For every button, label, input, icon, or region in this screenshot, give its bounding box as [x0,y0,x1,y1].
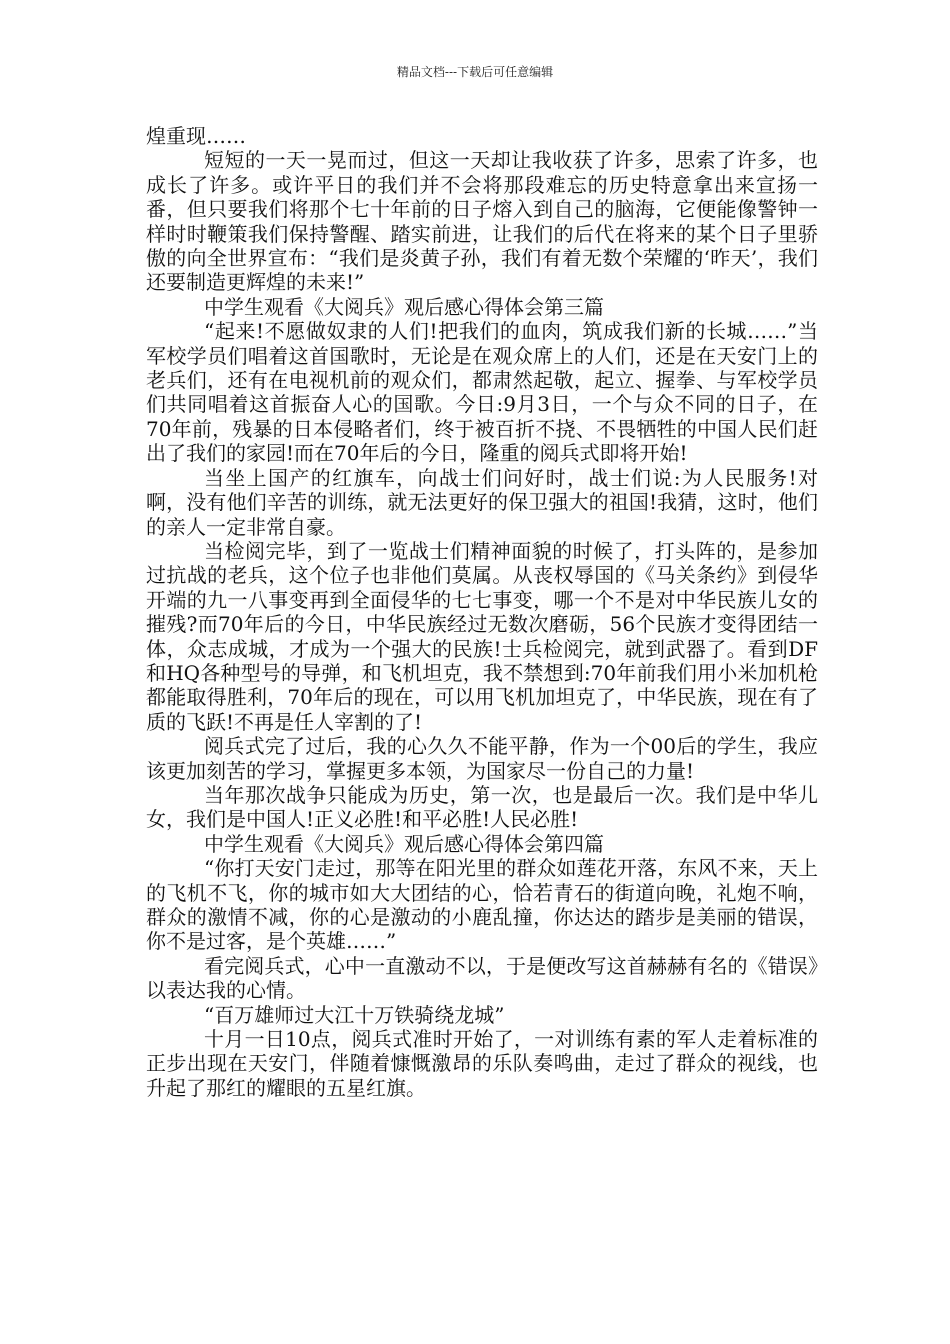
paragraph: 短短的一天一晃而过，但这一天却让我收获了许多，思索了许多，也成长了许多。或许平日的我们并不会将那段难忘的历史特意拿出来宣扬一番，但只要我们将那个七十年前的日子熔入到自己的脑海，它便能像警钟一样时时鞭策我们保持警醒、踏实前进，让我们的后代在将来的某个日子里骄傲的向全世界宣布：“我们是炎黄子孙，我们有着无数个荣耀的‘昨天’，我们还要制造更辉煌的未来!” [146,148,818,295]
paragraph: 当坐上国产的红旗车，向战士们问好时，战士们说:为人民服务!对啊，没有他们辛苦的训练，就无法更好的保卫强大的祖国!我猜，这时，他们的亲人一定非常自豪。 [146,465,818,539]
paragraph: 当年那次战争只能成为历史，第一次，也是最后一次。我们是中华儿女，我们是中国人!正义必胜!和平必胜!人民必胜! [146,782,818,832]
paragraph: “起来!不愿做奴隶的人们!把我们的血肉，筑成我们新的长城……”当军校学员们唱着这首国歌时，无论是在观众席上的人们，还是在天安门上的老兵们，还有在电视机前的观众们，都肃然起敬，起立、握拳、与军校学员们共同唱着这首振奋人心的国歌。今日:9月3日，一个与众不同的日子，在70年前，残暴的日本侵略者们，终于被百折不挠、不畏牺牲的中国人民们赶出了我们的家园!而在70年后的今日，隆重的阅兵式即将开始! [146,319,818,466]
paragraph-continuation: 煌重现…… [146,124,246,148]
paragraph: 看完阅兵式，心中一直激动不以，于是便改写这首赫赫有名的《错误》以表达我的心情。 [146,953,818,1003]
document-body [146,124,818,1100]
section-heading: 中学生观看《大阅兵》观后感心得体会第三篇 [204,294,604,319]
paragraph: 当检阅完毕，到了一览战士们精神面貌的时候了，打头阵的，是参加过抗战的老兵，这个位子也非他们莫属。从丧权辱国的《马关条约》到侵华开端的九一八事变再到全面侵华的七七事变，哪一个不是对中华民族儿女的摧残?而70年后的今日，中华民族经过无数次磨砺，56个民族才变得团结一体，众志成城，才成为一个强大的民族!士兵检阅完，就到武器了。看到DF和HQ各种型号的导弹，和飞机坦克，我不禁想到:70年前我们用小米加机枪都能取得胜利，70年后的现在，可以用飞机加坦克了，中华民族，现在有了质的飞跃!不再是任人宰割的了! [146,538,818,734]
paragraph: 十月一日10点，阅兵式准时开始了，一对训练有素的军人走着标准的正步出现在天安门，伴随着慷慨激昂的乐队奏鸣曲，走过了群众的视线，也升起了那红的耀眼的五星红旗。 [146,1027,818,1100]
section-heading: 中学生观看《大阅兵》观后感心得体会第四篇 [204,831,604,856]
paragraph: “你打天安门走过，那等在阳光里的群众如莲花开落，东风不来，天上的飞机不飞，你的城市如大大团结的心，恰若青石的街道向晚，礼炮不响，群众的激情不减，你的心是激动的小鹿乱撞，你达达的踏步是美丽的错误，你不是过客，是个英雄……” [146,856,818,954]
paragraph: 阅兵式完了过后，我的心久久不能平静，作为一个00后的学生，我应该更加刻苦的学习，掌握更多本领，为国家尽一份自己的力量! [146,734,818,783]
page-header: 精品文档---下载后可任意编辑 [396,65,554,79]
paragraph: “百万雄师过大江十万铁骑绕龙城” [204,1002,505,1027]
